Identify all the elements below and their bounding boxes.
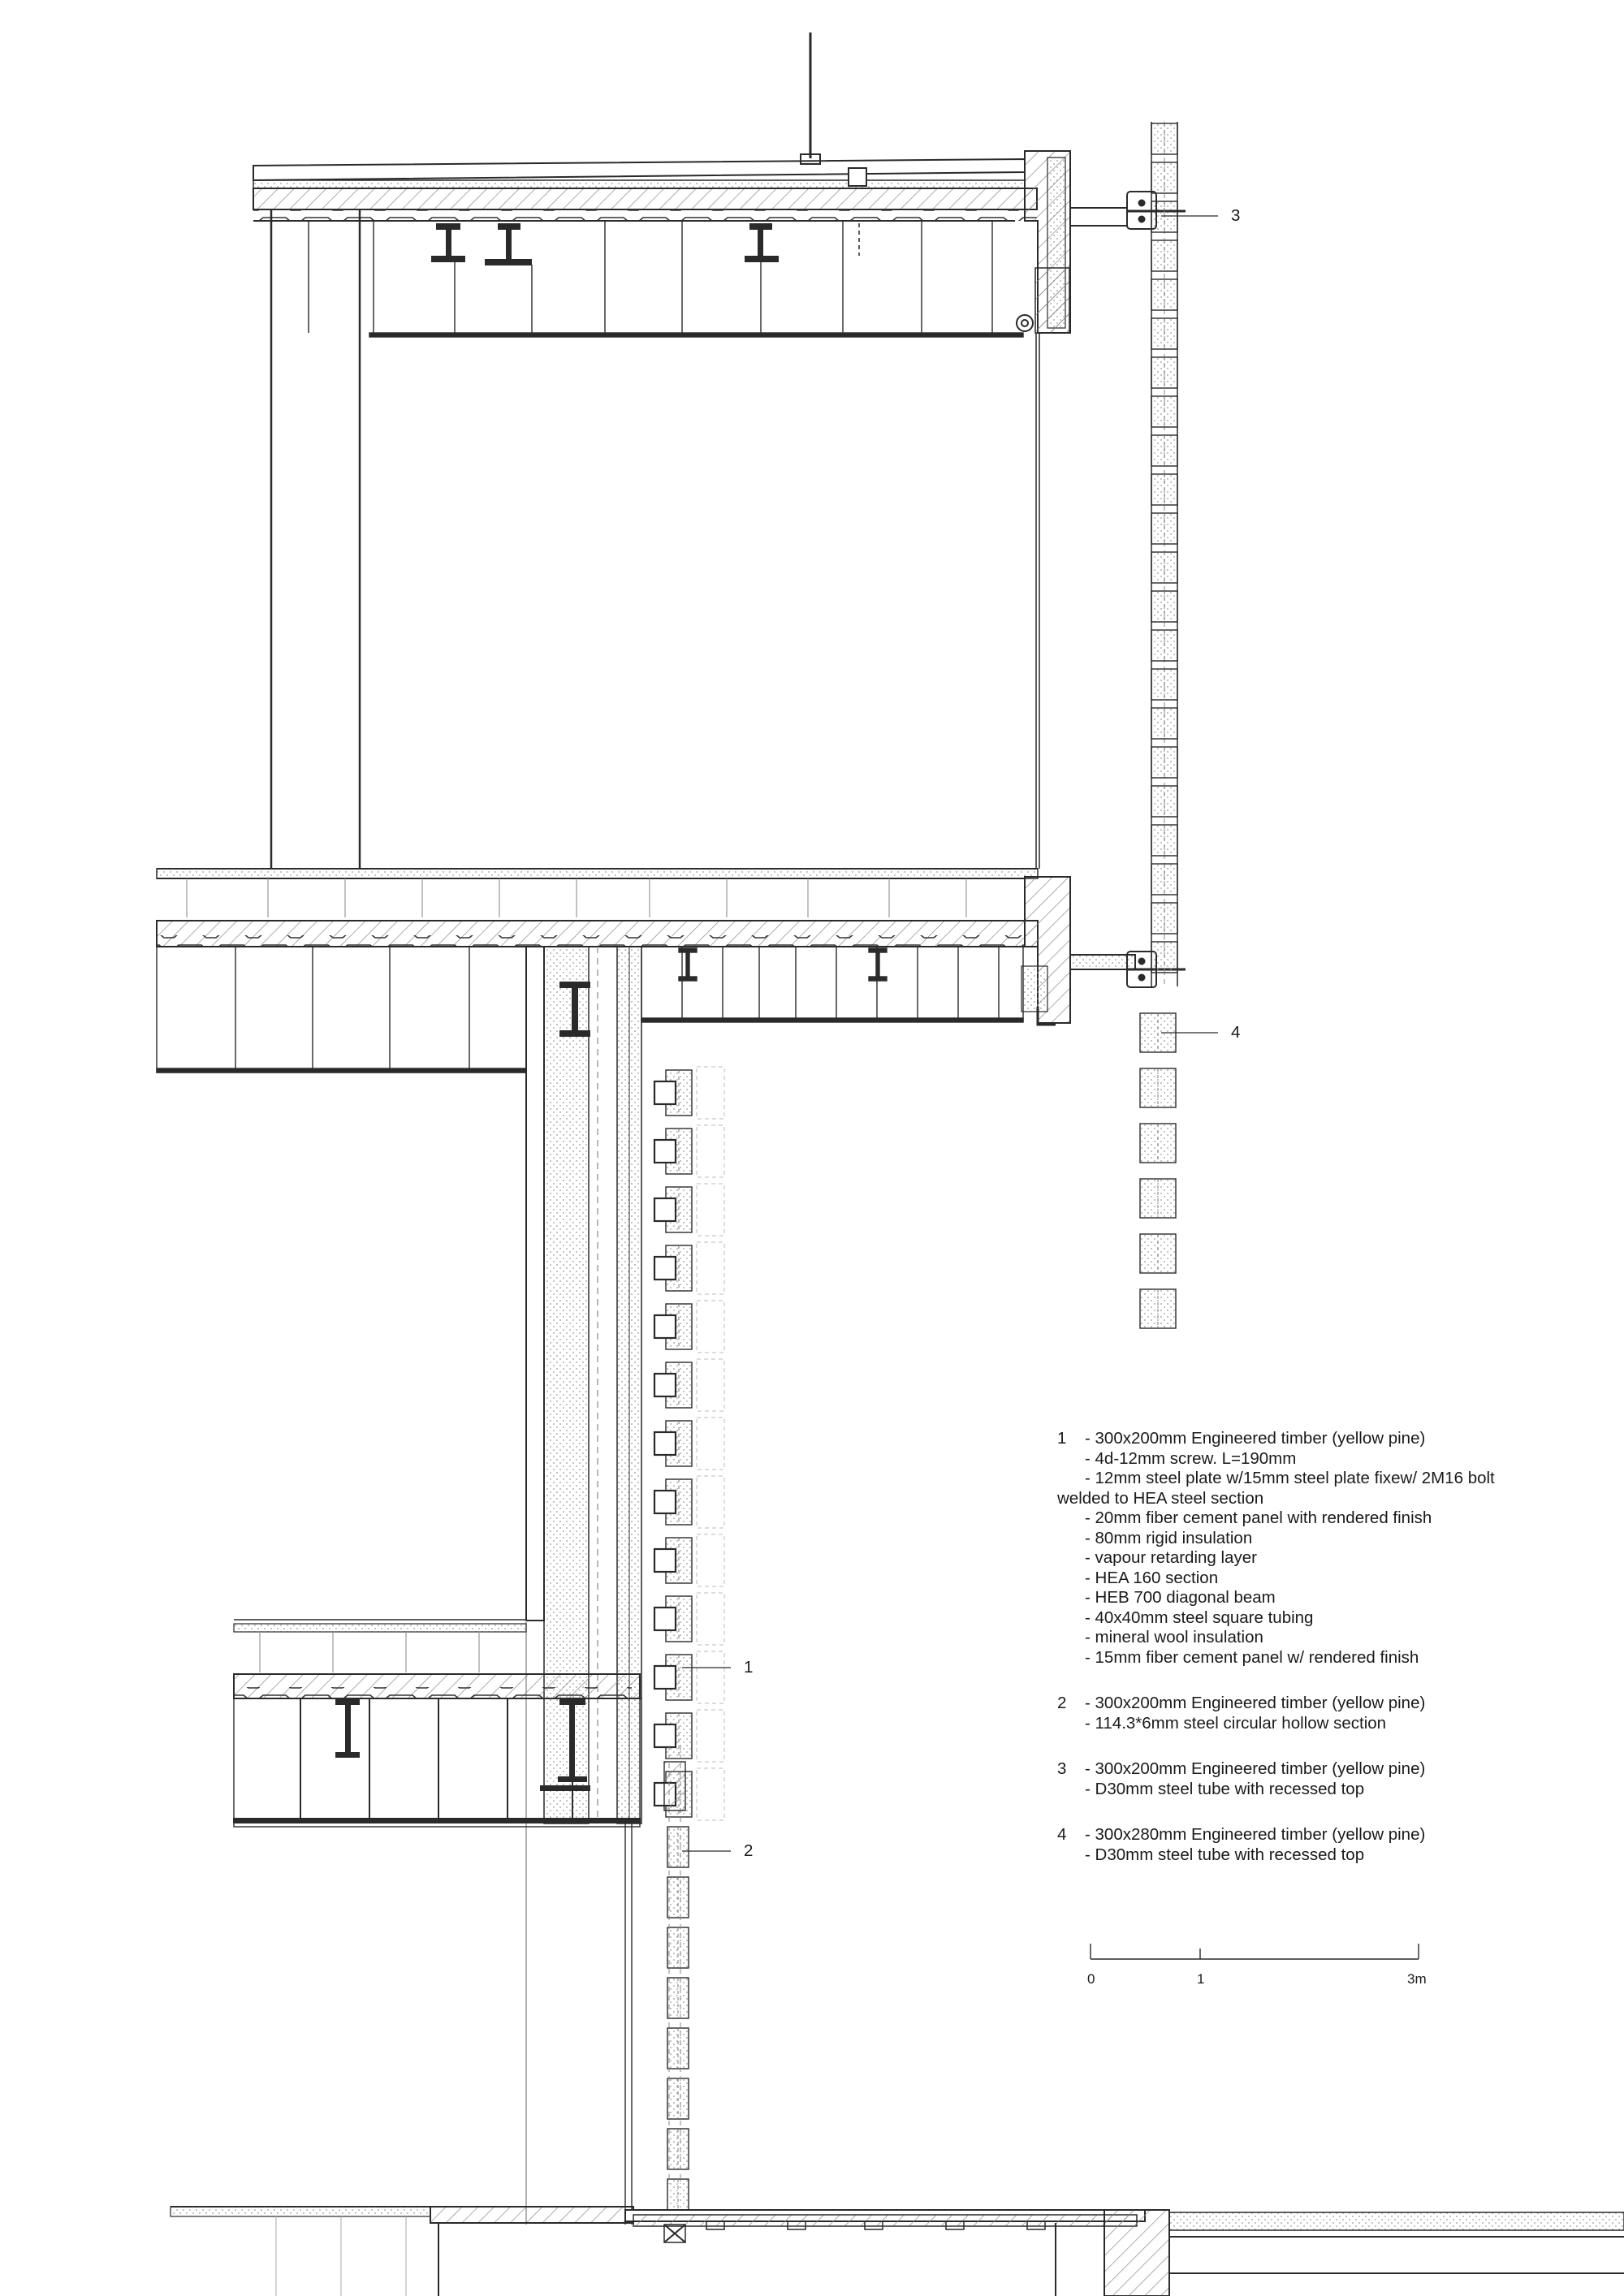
note-line: - mineral wool insulation (1085, 1628, 1263, 1646)
note-line: - HEB 700 diagonal beam (1085, 1588, 1276, 1607)
steel-plate-bracket (654, 1549, 676, 1572)
note-line: - D30mm steel tube with recessed top (1085, 1845, 1365, 1864)
note-line: - 15mm fiber cement panel w/ rendered finish (1085, 1647, 1419, 1667)
note-line: - vapour retarding layer (1085, 1548, 1257, 1567)
note-line: - 20mm fiber cement panel with rendered finish (1085, 1508, 1432, 1527)
louvre-outline (697, 1067, 724, 1119)
ground-slab (171, 2207, 1624, 2296)
louvre-outline (697, 1242, 724, 1294)
note-line: - 300x200mm Engineered timber (yellow pine) (1085, 1759, 1426, 1778)
note-number: 1 (1057, 1429, 1067, 1448)
left-ceiling-upper (157, 947, 526, 1072)
note-3 (1057, 1759, 1577, 1799)
scale-label-3m: 3m (1407, 1971, 1427, 1987)
note-number: 3 (1057, 1759, 1067, 1778)
louvre-outline (697, 1534, 724, 1586)
notes-legend (1057, 1429, 1577, 1891)
louvre-outline (697, 1710, 724, 1762)
middle-ceiling (641, 947, 1023, 1022)
callout-4-label: 4 (1231, 1023, 1241, 1042)
steel-plate-bracket (654, 1140, 676, 1163)
scale-bar (1091, 1944, 1419, 1959)
scale-label-1: 1 (1197, 1971, 1205, 1987)
note-line: - D30mm steel tube with recessed top (1085, 1779, 1365, 1798)
steel-plate-bracket (654, 1198, 676, 1221)
note-number: 4 (1057, 1825, 1067, 1844)
louvre-outline (697, 1301, 724, 1353)
note-line: - 12mm steel plate w/15mm steel plate fixew/ 2M16 bolt (1085, 1469, 1495, 1487)
callout-1-label: 1 (744, 1658, 754, 1677)
steel-plate-bracket (654, 1491, 676, 1513)
louvre-outline (697, 1359, 724, 1411)
interior-columns (271, 209, 1039, 869)
steel-plate-bracket (654, 1724, 676, 1747)
roof-slab (253, 32, 1070, 333)
note-1 (1057, 1429, 1577, 1668)
louvre-outline (697, 1418, 724, 1470)
louvre-outline (697, 1593, 724, 1645)
louvre-outline (697, 1768, 724, 1820)
steel-plate-bracket (654, 1257, 676, 1280)
note-4 (1057, 1825, 1577, 1865)
steel-plate-bracket (654, 1315, 676, 1338)
louvre-column-1 (654, 1067, 724, 2220)
louvre-outline (697, 1651, 724, 1703)
steel-plate-bracket (654, 1608, 676, 1630)
note-line: - 300x200mm Engineered timber (yellow pine) (1085, 1429, 1426, 1448)
note-2 (1057, 1694, 1577, 1733)
louvre-outline (697, 1125, 724, 1177)
note-line: welded to HEA steel section (1057, 1488, 1264, 1508)
louvre-outline (697, 1476, 724, 1528)
steel-plate-bracket (654, 1374, 676, 1396)
note-line: - 300x280mm Engineered timber (yellow pine) (1085, 1825, 1426, 1844)
note-line: - HEA 160 section (1085, 1568, 1219, 1587)
steel-plate-bracket (654, 1432, 676, 1455)
note-line: - 300x200mm Engineered timber (yellow pine) (1085, 1694, 1426, 1712)
note-line: - 4d-12mm screw. L=190mm (1085, 1448, 1297, 1468)
central-wall (526, 947, 641, 2225)
callout-2-label: 2 (744, 1841, 754, 1860)
note-line: - 80mm rigid insulation (1085, 1528, 1253, 1547)
scale-label-0: 0 (1087, 1971, 1095, 1987)
ceiling-hangers-top (309, 221, 1023, 337)
louvre-column-4 (1140, 123, 1177, 1328)
callout-3-label: 3 (1231, 206, 1241, 225)
steel-plate-bracket (654, 1666, 676, 1689)
louvre-outline (697, 1184, 724, 1236)
note-line: - 40x40mm steel square tubing (1085, 1608, 1314, 1627)
note-line: - 114.3*6mm steel circular hollow section (1085, 1713, 1387, 1733)
note-number: 2 (1057, 1694, 1067, 1712)
steel-plate-bracket (654, 1081, 676, 1104)
